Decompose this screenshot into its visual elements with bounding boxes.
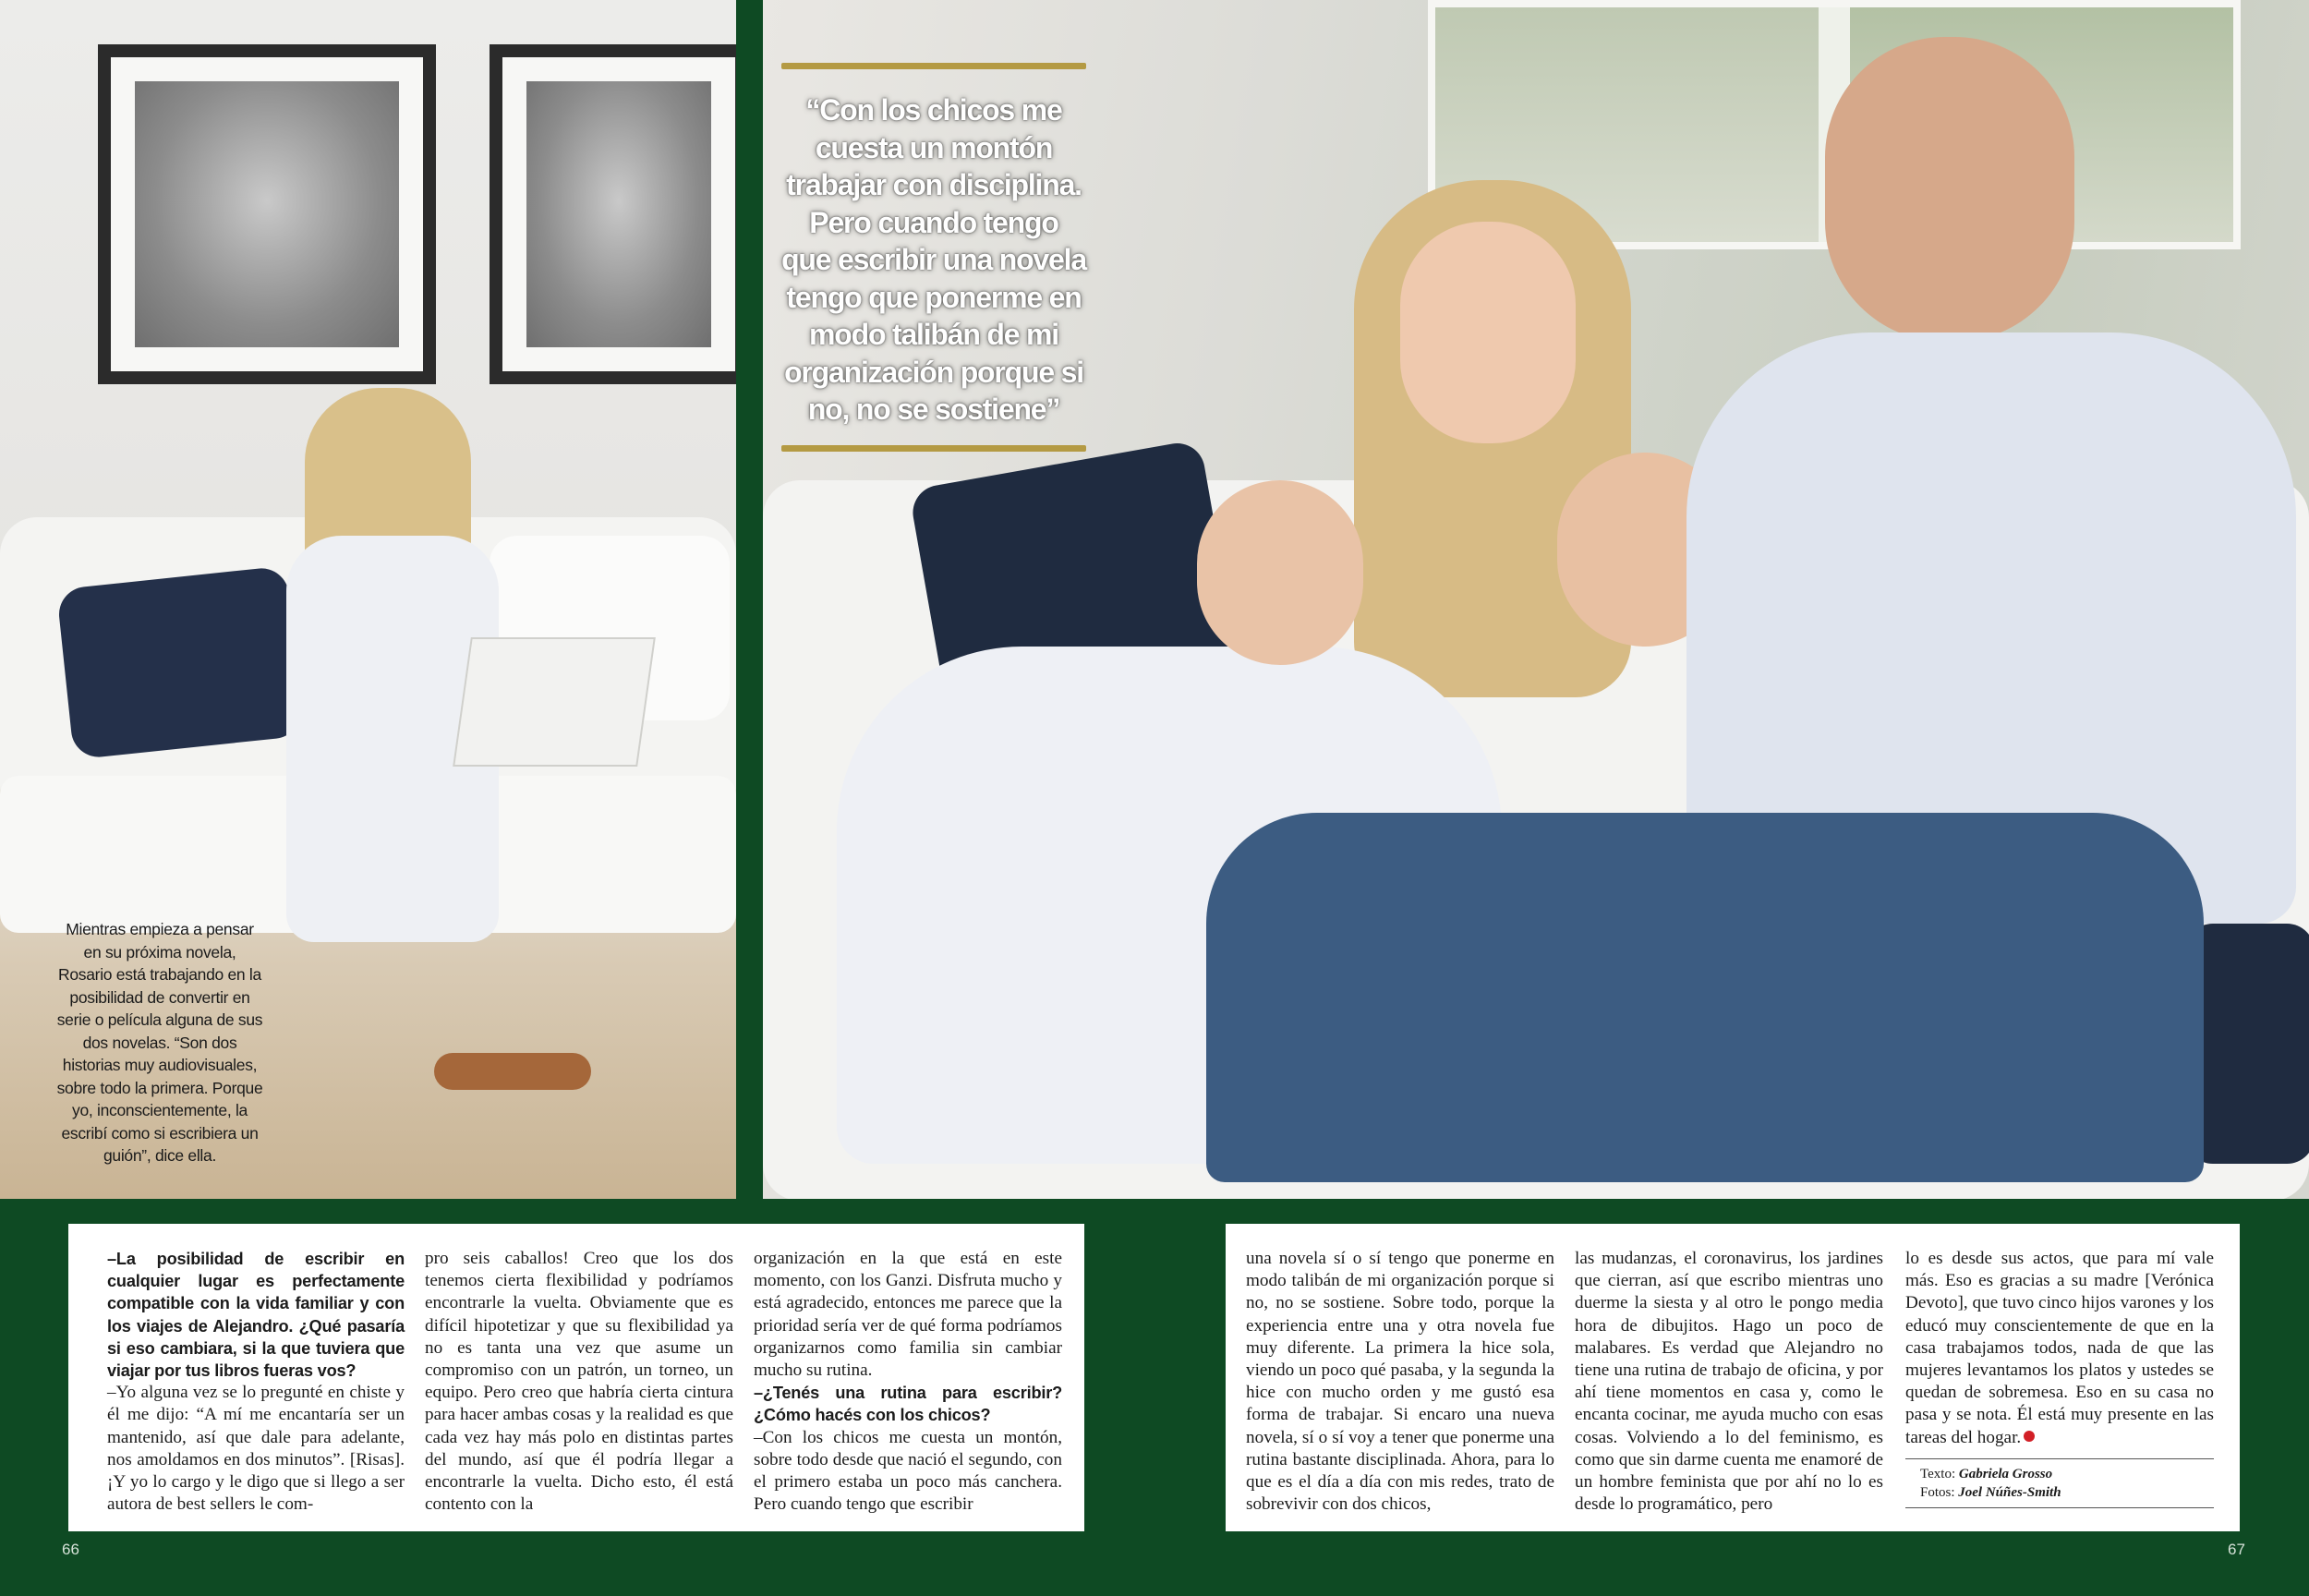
- page-number-left: 66: [62, 1541, 79, 1558]
- page-number-right: 67: [2228, 1541, 2245, 1558]
- father-jeans: [1206, 813, 2204, 1182]
- article-panel-right: [1226, 1224, 2240, 1531]
- closing-paragraph: lo es desde sus actos, que para mí vale más. Eso es gracias a su madre [Verónica Devoto], que tuvo cinco hijos varones y los educó muy conscientemente de que en la casa trabajamos todos, nada de que las mujeres levantamos los platos y ustedes se quedan de sobremesa. Eso en su casa no pasa y se nota. Él está muy presente en las tareas del hogar.: [1905, 1249, 2214, 1447]
- interview-answer: organización en la que está en este momento, con los Ganzi. Disfruta mucho y está agradecido, entonces me parece que la prioridad sería ver de qué forma podríamos organizarnos como familia sin cambiar mucho su rutina.: [754, 1249, 1062, 1381]
- end-mark-icon: [2024, 1431, 2035, 1442]
- interview-answer: una novela sí o sí tengo que ponerme en modo talibán de mi organización porque si no, no se sostiene. Sobre todo, porque la experiencia entre una y otra novela fue muy diferente. La primera la hice sola, viendo un poco qué pasaba, y la segunda la hice con mucho orden y me gustó esa forma de trabajar. Si encaro una nueva novela, sí o sí voy a tener que ponerme una rutina bastante disciplinada. Ahora, para lo que es el día a día con mis redes, trato de sobrevivir con dos chicos,: [1246, 1249, 1554, 1515]
- credits: [1905, 1458, 2214, 1508]
- interview-answer: –Con los chicos me cuesta un montón, sobre todo desde que nació el segundo, con el primero estaba un poco más canchera. Pero cuando tengo que escribir: [754, 1427, 1062, 1515]
- article-column-4: [1246, 1248, 1554, 1516]
- interview-answer: las mudanzas, el coronavirus, los jardines que cierran, así que escribo mientras uno duerme la siesta y al otro le pongo media hora de dibujitos. Hago un poco de malabares. Es verdad que Alejandro no tiene una rutina de trabajo de oficina, y por ahí tiene momentos en casa y, como le encanta cocinar, me ayuda mucho con esas cosas. Volviendo a lo del feminismo, es como que sin darme cuenta me enamoré de un hombre feminista que por ahí no lo es desde lo programático, pero: [1575, 1249, 1883, 1515]
- credit-text-label: Texto:: [1920, 1466, 1956, 1481]
- interview-answer: [1905, 1248, 2214, 1449]
- credit-text-name: Gabriela Grosso: [1958, 1466, 2053, 1481]
- pull-quote-top-rule: [781, 63, 1086, 69]
- navy-pillow-right: [2185, 924, 2309, 1164]
- article-column-2: [425, 1248, 733, 1516]
- interview-question: –La posibilidad de escribir en cualquier lugar es perfectamente compatible con la vida familiar y con los viajes de Alejandro. ¿Qué pasaría si eso cambiara, si la que tuviera que viajar por tus libros fueras vos?: [107, 1250, 405, 1381]
- father-face: [1825, 37, 2074, 342]
- framed-horse-picture-1: [98, 44, 436, 384]
- pull-quote: [781, 63, 1086, 452]
- pull-quote-bottom-rule: [781, 445, 1086, 452]
- sandals: [434, 1053, 591, 1090]
- article-panel-left: [68, 1224, 1084, 1531]
- framed-horse-picture-2: [490, 44, 736, 384]
- interview-answer: –Yo alguna vez se lo pregunté en chiste y él me dijo: “A mí me encantaría ser un mantenido, así que dale para adelante, nos amoldamos en dos minutos”. [Risas]. ¡Y yo lo cargo y le digo que si llego a ser autora de best sellers le com-: [107, 1383, 405, 1515]
- baby: [1197, 480, 1363, 665]
- navy-pillow: [56, 565, 304, 759]
- article-column-6: [1905, 1248, 2214, 1508]
- article-column-3: [754, 1248, 1062, 1516]
- article-column-1: [107, 1248, 405, 1516]
- interview-answer: pro seis caballos! Creo que los dos tenemos cierta flexibilidad y podríamos encontrarle la vuelta. Obviamente que es difícil hipotetizar y que su flexibilidad ya no es tanta una vez que asume un compromiso con un patrón, un torneo, un equipo. Pero creo que habría cierta cintura para hacer ambas cosas y la realidad es que cada vez hay más polo en distintas partes del mundo, así que él podría llegar a encontrarle la vuelta. Dicho esto, él está contento con la: [425, 1249, 733, 1515]
- mother-face: [1400, 222, 1576, 443]
- article-column-5: [1575, 1248, 1883, 1516]
- pull-quote-text: “Con los chicos me cuesta un montón trabajar con disciplina. Pero cuando tengo que escribir una novela tengo que ponerme en modo talibán de mi organización porque si no, no se sostiene”: [781, 93, 1086, 426]
- credit-photo-name: Joel Núñes-Smith: [1958, 1484, 2061, 1500]
- laptop: [453, 637, 656, 767]
- credit-photo-label: Fotos:: [1920, 1484, 1955, 1500]
- photo-caption-left: Mientras empieza a pensar en su próxima novela, Rosario está trabajando en la posibilidad de convertir en serie o película alguna de sus dos novelas. “Son dos historias muy audiovisuales, sobre todo la primera. Porque yo, inconscientemente, la escribí como si escribiera un guión”, dice ella.: [56, 920, 263, 1165]
- interview-question: –¿Tenés una rutina para escribir? ¿Cómo hacés con los chicos?: [754, 1384, 1062, 1425]
